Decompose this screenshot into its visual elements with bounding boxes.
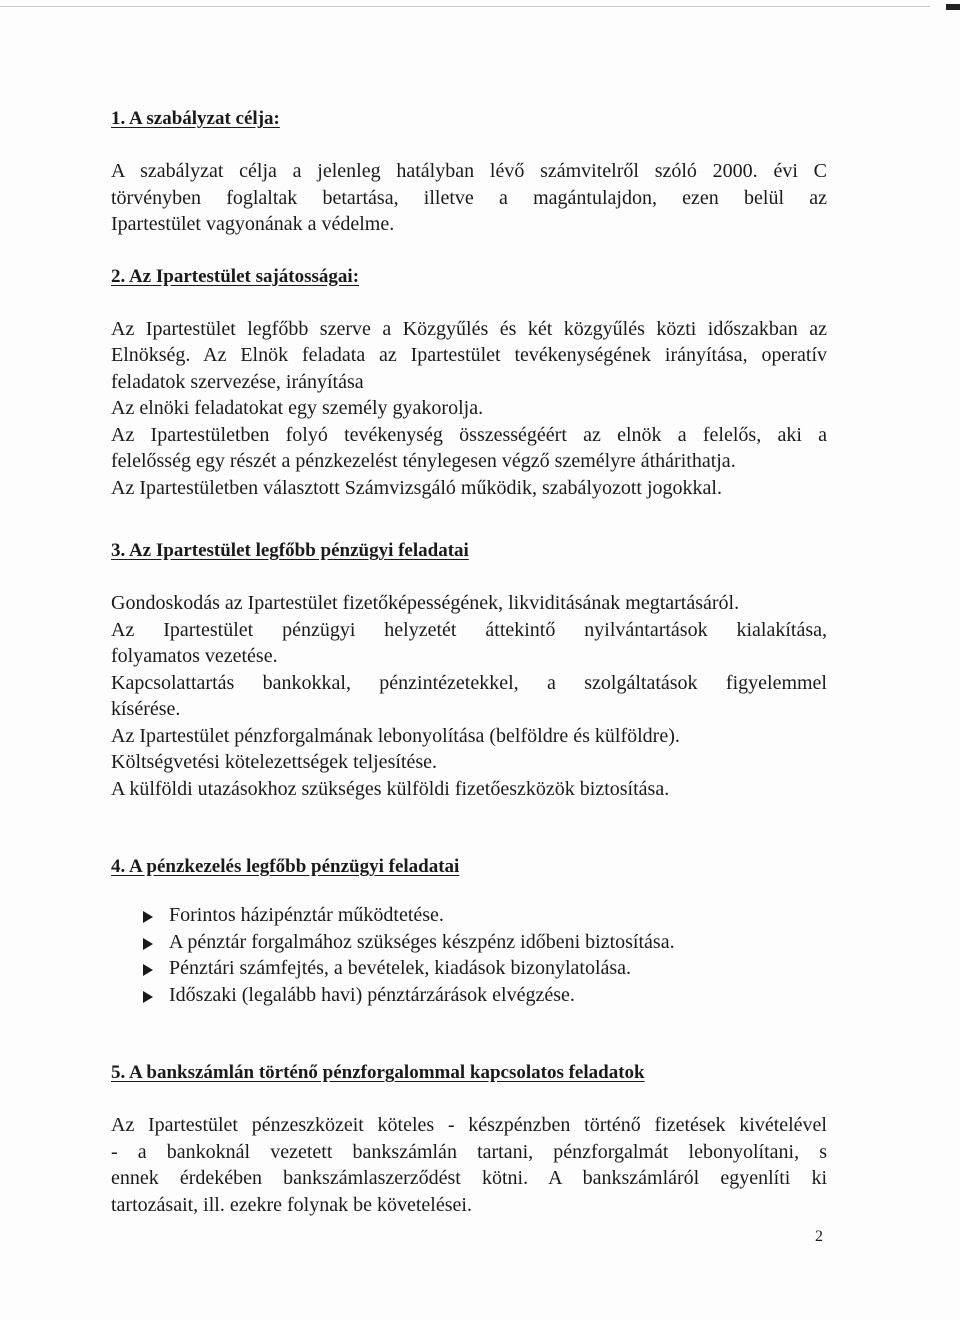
- section-5-line: Az Ipartestület pénzeszközeit köteles - készpénzben történő fizetések kivételével: [111, 1114, 827, 1136]
- section-1-line: A szabályzat célja a jelenleg hatályban lévő számvitelről szóló 2000. évi C: [111, 160, 827, 182]
- section-2-line: Az elnöki feladatokat egy személy gyakorolja.: [111, 397, 484, 419]
- scan-corner-mark: [946, 4, 960, 10]
- section-2-line: Az Ipartestületben választott Számvizsgáló működik, szabályozott jogokkal.: [111, 476, 722, 499]
- arrow-bullet-icon: [143, 991, 153, 1003]
- section-1: [111, 106, 827, 238]
- section-2-line: felelősség egy részét a pénzkezelést ténylegesen végző személyre áthárithatja.: [111, 450, 736, 472]
- section-3-line: folyamatos vezetése.: [111, 645, 278, 667]
- section-1-heading: 1. A szabályzat célja:: [111, 108, 280, 129]
- section-3-heading: 3. Az Ipartestület legfőbb pénzügyi feladatai: [111, 540, 469, 561]
- section-2: [111, 264, 827, 502]
- section-5: [111, 1060, 827, 1218]
- section-2-heading: 2. Az Ipartestület sajátosságai:: [111, 265, 360, 287]
- section-1-line: törvényben foglaltak betartása, illetve a magántulajdon, ezen belül az: [111, 186, 827, 209]
- section-4-bullet-list: [111, 902, 827, 1008]
- scan-edge-line: [0, 6, 930, 7]
- section-3-line: Az Ipartestület pénzforgalmának lebonyolítása (belföldre és külföldre).: [111, 724, 680, 747]
- section-4: [111, 854, 827, 1008]
- arrow-bullet-icon: [143, 964, 153, 976]
- document-page: [111, 106, 827, 1218]
- section-5-line: ennek érdekében bankszámlaszerződést kötni. A bankszámláról egyenlíti ki: [111, 1167, 827, 1189]
- section-2-line: feladatok szervezése, irányítása: [111, 370, 364, 393]
- section-3-line: Kapcsolattartás bankokkal, pénzintézetekkel, a szolgáltatások figyelemmel: [111, 671, 827, 694]
- section-2-line: Elnökség. Az Elnök feladata az Ipartestület tevékenységének irányítása, operatív: [111, 344, 827, 366]
- section-3-line: Az Ipartestület pénzügyi helyzetét áttekintő nyilvántartások kialakítása,: [111, 618, 827, 641]
- section-3: [111, 538, 827, 802]
- arrow-bullet-icon: [143, 938, 153, 950]
- section-4-heading: 4. A pénzkezelés legfőbb pénzügyi feladatai: [111, 856, 460, 877]
- section-5-line: tartozásait, ill. ezekre folynak be követelései.: [111, 1193, 472, 1216]
- page-number: 2: [815, 1228, 823, 1245]
- section-3-line: Költségvetési kötelezettségek teljesítése.: [111, 751, 437, 773]
- section-1-line: Ipartestület vagyonának a védelme.: [111, 213, 395, 235]
- section-3-line: Gondoskodás az Ipartestület fizetőképességének, likviditásának megtartásáról.: [111, 592, 740, 614]
- list-item: Forintos házipénztár működtetése.: [143, 902, 827, 929]
- section-5-line: - a bankoknál vezetett bankszámlán tartani, pénzforgalmát lebonyolítani, s: [111, 1140, 827, 1163]
- section-5-heading: 5. A bankszámlán történő pénzforgalommal kapcsolatos feladatok: [111, 1062, 645, 1083]
- list-item: Pénztári számfejtés, a bevételek, kiadások bizonylatolása.: [143, 955, 827, 982]
- section-2-line: Az Ipartestület legfőbb szerve a Közgyűlés és két közgyűlés közti időszakban az: [111, 317, 827, 340]
- arrow-bullet-icon: [143, 911, 153, 923]
- list-item: Időszaki (legalább havi) pénztárzárások elvégzése.: [143, 982, 827, 1009]
- section-3-line: A külföldi utazásokhoz szükséges külföldi fizetőeszközök biztosítása.: [111, 777, 670, 800]
- section-3-line: kísérése.: [111, 698, 181, 720]
- list-item: A pénztár forgalmához szükséges készpénz időbeni biztosítása.: [143, 929, 827, 956]
- section-2-line: Az Ipartestületben folyó tevékenység összességéért az elnök a felelős, aki a: [111, 423, 827, 446]
